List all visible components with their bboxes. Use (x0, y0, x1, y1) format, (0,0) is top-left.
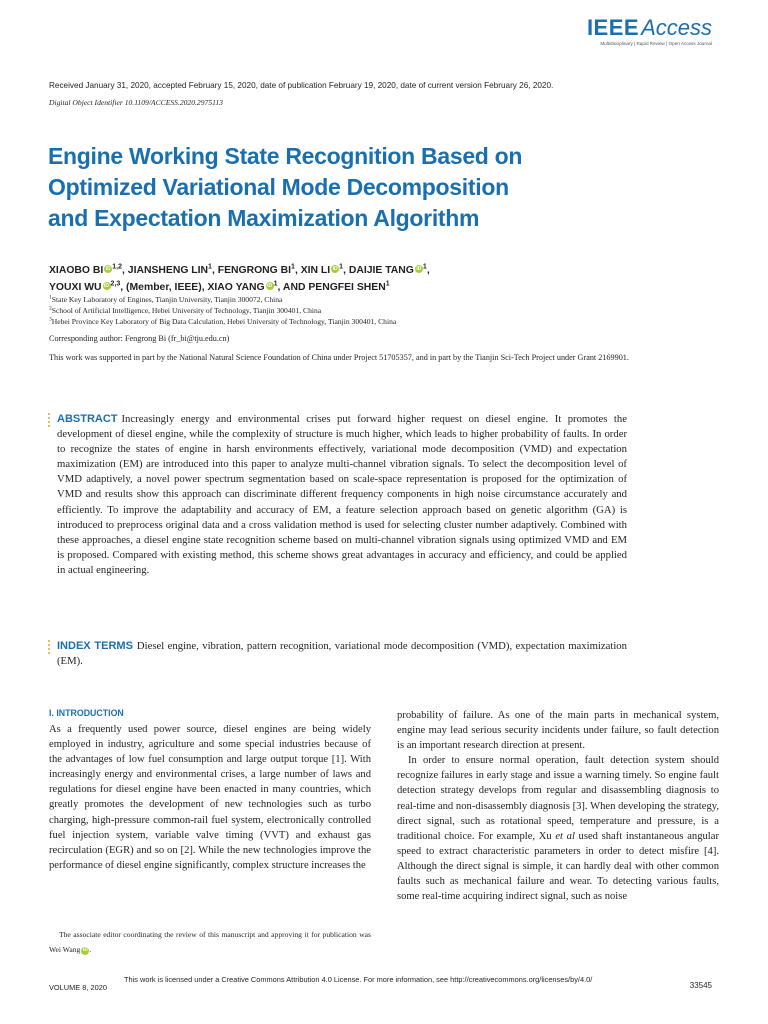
abstract (57, 412, 627, 578)
title-line-1: Engine Working State Recognition Based on (48, 143, 523, 169)
affiliations (49, 295, 396, 327)
author-list (49, 262, 609, 296)
corresponding-author: Corresponding author: Fengrong Bi (fr_bi@tju.edu.cn) (49, 334, 230, 343)
orcid-icon[interactable]: iD (416, 266, 422, 272)
affiliation-1: $^1$State Key Laboratory of Engines, Tianjin University, Tianjin 300072, China (49, 294, 283, 304)
abstract-dots-icon (48, 413, 51, 429)
received-dates: Received January 31, 2020, accepted February 15, 2020, date of publication February 19, 2020, date of current version February 26, 2020. (49, 81, 554, 90)
title-line-2: Optimized Variational Mode Decomposition (48, 174, 509, 200)
orcid-icon[interactable]: iD (267, 283, 273, 289)
author-line-2: YOUXI WU iD $^{2,3}$, (Member, IEEE), XIAO YANG iD $^1$, AND PENGFEI SHEN$^1$ (49, 280, 390, 293)
intro-paragraph-3: In order to ensure normal operation, fault detection system should recognize failures in early stage and issue a warning timely. So engine fault detection strategy develops from regular and disassembling diagnosis to real-time and non-disassembly diagnosis [3]. When developing the strategy, direct signal, such as rotational speed, temperature and pressure, is a traditional choice. For example, Xu et al used shaft instantaneous angular speed to extract characteristic parameters in order to detect misfire [4]. Although the direct signal is simple, it can hardly deal with other common faults such as mechanical failure and wear. To detecting various faults, some real-time acquiring indirect signal, such as noise (397, 755, 719, 903)
logo-tagline: Multidisciplinary | Rapid Review | Open Access Journal (600, 41, 712, 46)
column-right (397, 708, 719, 904)
paper-title (48, 141, 608, 234)
orcid-icon[interactable]: iD (104, 283, 110, 289)
index-terms-dots-icon (48, 640, 51, 656)
column-left (49, 708, 371, 873)
section-heading-introduction: I. INTRODUCTION (49, 708, 124, 718)
intro-paragraph-2: probability of failure. As one of the main parts in mechanical system, engine may lead serious security incidents under failure, so fault detection is an important research direction at present. (397, 710, 719, 752)
abstract-text: Increasingly energy and environmental crises put forward higher request on diesel engine. It promotes the development of diesel engine, while the complexity of structure is much higher, which leads to higher probability of faults. In order to recognize the states of engine in harsh environments effectively, variational mode decomposition (VMD) and expectation maximization (EM) are introduced into this paper to analyze multi-channel vibration signals. To select the decomposition level of VMD adaptively, a novel power spectrum segmentation based on scale-space representation is proposed for the optimization of VMD and results show this approach can discriminate different frequency components in high noise circumstance accurately and efficiently. To improve the adaptability and accuracy of EM, a feature selection approach based on genetic algorithm (GA) is introduced to preprocess original data and a cross validation method is used for selecting cluster number adaptively. Combined with these approaches, a diesel engine state recognition scheme based on multi-channel vibration signals using optimized VMD and EM is proposed. Compared with existing method, this scheme shows great advantages in accuracy and efficiency, and could be applied in actual engineering. (57, 413, 627, 576)
index-terms (57, 639, 627, 669)
intro-paragraph-1: As a frequently used power source, diesel engines are being widely employed in industry, agriculture and some special industries because of the advantages of low fuel consumption and large output torque [1]. With increasingly energy and environmental crises, a large number of laws and regulations for diesel engine have been enacted in many countries, which greatly promotes the development of new technologies such as turbo charging, high-pressure common-rail fuel system, electronically controlled fuel injection system, variable valve timing (VVT) and exhaust gas recirculation (EGR) and so on [2]. While the new technologies improve the performance of diesel engine significantly, complex structure increases the (49, 724, 371, 871)
author-line-1: XIAOBO BI iD $^{1,2}$, JIANSHENG LIN$^1$, FENGRONG $BI^1$, XIN LI iD $^1$, DAIJIE TANG iD $^1$, (49, 263, 430, 276)
page-number: 33545 (689, 981, 712, 990)
funding-statement: This work was supported in part by the National Natural Science Foundation of China under Project 51705357, and in part by the Tianjin Sci-Tech Project under Grant 2169901. (49, 353, 629, 362)
footer-volume: VOLUME 8, 2020 (49, 983, 107, 992)
editor-footnote: The associate editor coordinating the review of this manuscript and approving it for publication was Wei Wang iD . (49, 930, 371, 954)
orcid-icon[interactable]: iD (105, 266, 111, 272)
index-terms-label: INDEX TERMS (57, 640, 133, 652)
title-line-3: and Expectation Maximization Algorithm (48, 205, 480, 231)
logo-wordmark: IEEEAccess (586, 15, 712, 40)
abstract-label: ABSTRACT (57, 413, 118, 425)
affiliation-2: $^2$School of Artificial Intelligence, Hebei University of Technology, Tianjin 300401, China (49, 305, 322, 315)
orcid-icon[interactable]: iD (332, 266, 338, 272)
journal-logo (587, 16, 712, 46)
affiliation-3: $^3$Hebei Province Key Laboratory of Big Data Calculation, Hebei University of Technology, Tianjin 300401, China (49, 316, 397, 326)
orcid-icon[interactable]: iD (82, 948, 88, 953)
footer-license: This work is licensed under a Creative Commons Attribution 4.0 License. For more information, see http://creativecommons.org/licenses/by/4.0/ (124, 975, 593, 984)
index-terms-text: Diesel engine, vibration, pattern recognition, variational mode decomposition (VMD), expectation maximization (EM). (57, 640, 627, 668)
doi: Digital Object Identifier 10.1109/ACCESS.2020.2975113 (49, 98, 223, 107)
